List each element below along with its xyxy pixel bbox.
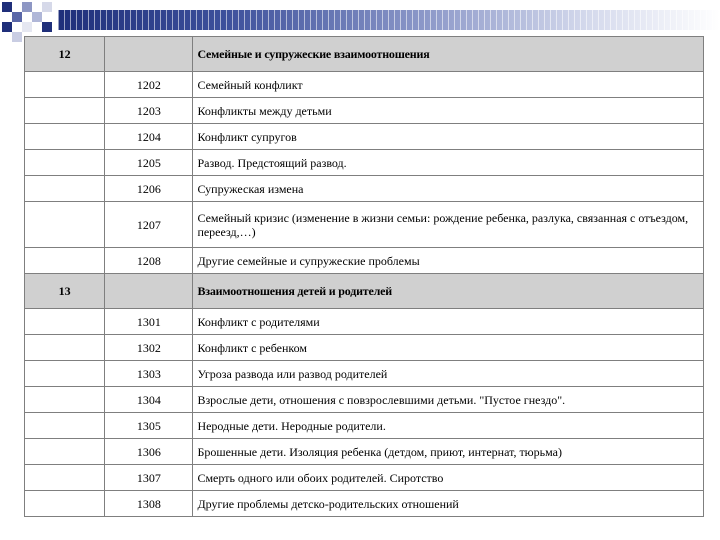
- section-number: 12: [25, 37, 105, 72]
- empty-cell: [25, 98, 105, 124]
- empty-cell: [25, 72, 105, 98]
- table-row: [25, 309, 704, 335]
- decor-square: [22, 2, 32, 12]
- decor-square: [12, 32, 22, 42]
- empty-cell: [25, 176, 105, 202]
- item-text: Другие семейные и супружеские проблемы: [193, 248, 704, 274]
- table-row: [25, 150, 704, 176]
- table-row: [25, 439, 704, 465]
- item-code: 1303: [105, 361, 193, 387]
- item-text: Взрослые дети, отношения с повзрослевшими детьми. "Пустое гнездо".: [193, 387, 704, 413]
- item-code: 1308: [105, 491, 193, 517]
- item-text: Семейный кризис (изменение в жизни семьи: рождение ребенка, разлука, связанная с отъездом, переезд,…): [193, 202, 704, 248]
- empty-cell: [105, 274, 193, 309]
- table-row: [25, 491, 704, 517]
- item-code: 1304: [105, 387, 193, 413]
- gradient-stripe-bar: [58, 10, 720, 30]
- table-row: [25, 361, 704, 387]
- item-code: 1208: [105, 248, 193, 274]
- item-text: Неродные дети. Неродные родители.: [193, 413, 704, 439]
- empty-cell: [25, 491, 105, 517]
- decor-square: [42, 2, 52, 12]
- empty-cell: [25, 413, 105, 439]
- item-text: Развод. Предстоящий развод.: [193, 150, 704, 176]
- item-text: Конфликт супругов: [193, 124, 704, 150]
- item-code: 1205: [105, 150, 193, 176]
- decor-square: [42, 22, 52, 32]
- item-text: Конфликт с родителями: [193, 309, 704, 335]
- item-text: Смерть одного или обоих родителей. Сиротство: [193, 465, 704, 491]
- item-code: 1305: [105, 413, 193, 439]
- decor-square: [32, 12, 42, 22]
- empty-cell: [25, 387, 105, 413]
- classification-table: [24, 36, 704, 517]
- item-text: Угроза развода или развод родителей: [193, 361, 704, 387]
- section-row: [25, 274, 704, 309]
- item-code: 1207: [105, 202, 193, 248]
- section-title: Семейные и супружеские взаимоотношения: [193, 37, 704, 72]
- empty-cell: [25, 309, 105, 335]
- section-title: Взаимоотношения детей и родителей: [193, 274, 704, 309]
- table-row: [25, 335, 704, 361]
- decor-square: [22, 22, 32, 32]
- item-text: Другие проблемы детско-родительских отношений: [193, 491, 704, 517]
- empty-cell: [25, 150, 105, 176]
- section-number: 13: [25, 274, 105, 309]
- decor-square: [12, 12, 22, 22]
- decor-square: [2, 2, 12, 12]
- table-row: [25, 248, 704, 274]
- item-code: 1301: [105, 309, 193, 335]
- empty-cell: [25, 202, 105, 248]
- table-row: [25, 176, 704, 202]
- empty-cell: [25, 439, 105, 465]
- decorative-header-band: [0, 0, 720, 40]
- item-code: 1203: [105, 98, 193, 124]
- item-text: Конфликт с ребенком: [193, 335, 704, 361]
- decor-square: [2, 22, 12, 32]
- table-row: [25, 387, 704, 413]
- empty-cell: [25, 248, 105, 274]
- item-code: 1306: [105, 439, 193, 465]
- empty-cell: [25, 124, 105, 150]
- empty-cell: [25, 361, 105, 387]
- item-code: 1204: [105, 124, 193, 150]
- item-text: Супружеская измена: [193, 176, 704, 202]
- table-row: [25, 413, 704, 439]
- item-text: Конфликты между детьми: [193, 98, 704, 124]
- item-code: 1202: [105, 72, 193, 98]
- empty-cell: [25, 335, 105, 361]
- table-row: [25, 72, 704, 98]
- empty-cell: [105, 37, 193, 72]
- table-row: [25, 98, 704, 124]
- table-row: [25, 465, 704, 491]
- item-text: Брошенные дети. Изоляция ребенка (детдом, приют, интернат, тюрьма): [193, 439, 704, 465]
- item-code: 1206: [105, 176, 193, 202]
- table-row: [25, 124, 704, 150]
- empty-cell: [25, 465, 105, 491]
- item-code: 1307: [105, 465, 193, 491]
- item-code: 1302: [105, 335, 193, 361]
- item-text: Семейный конфликт: [193, 72, 704, 98]
- section-row: [25, 37, 704, 72]
- table-row: [25, 202, 704, 248]
